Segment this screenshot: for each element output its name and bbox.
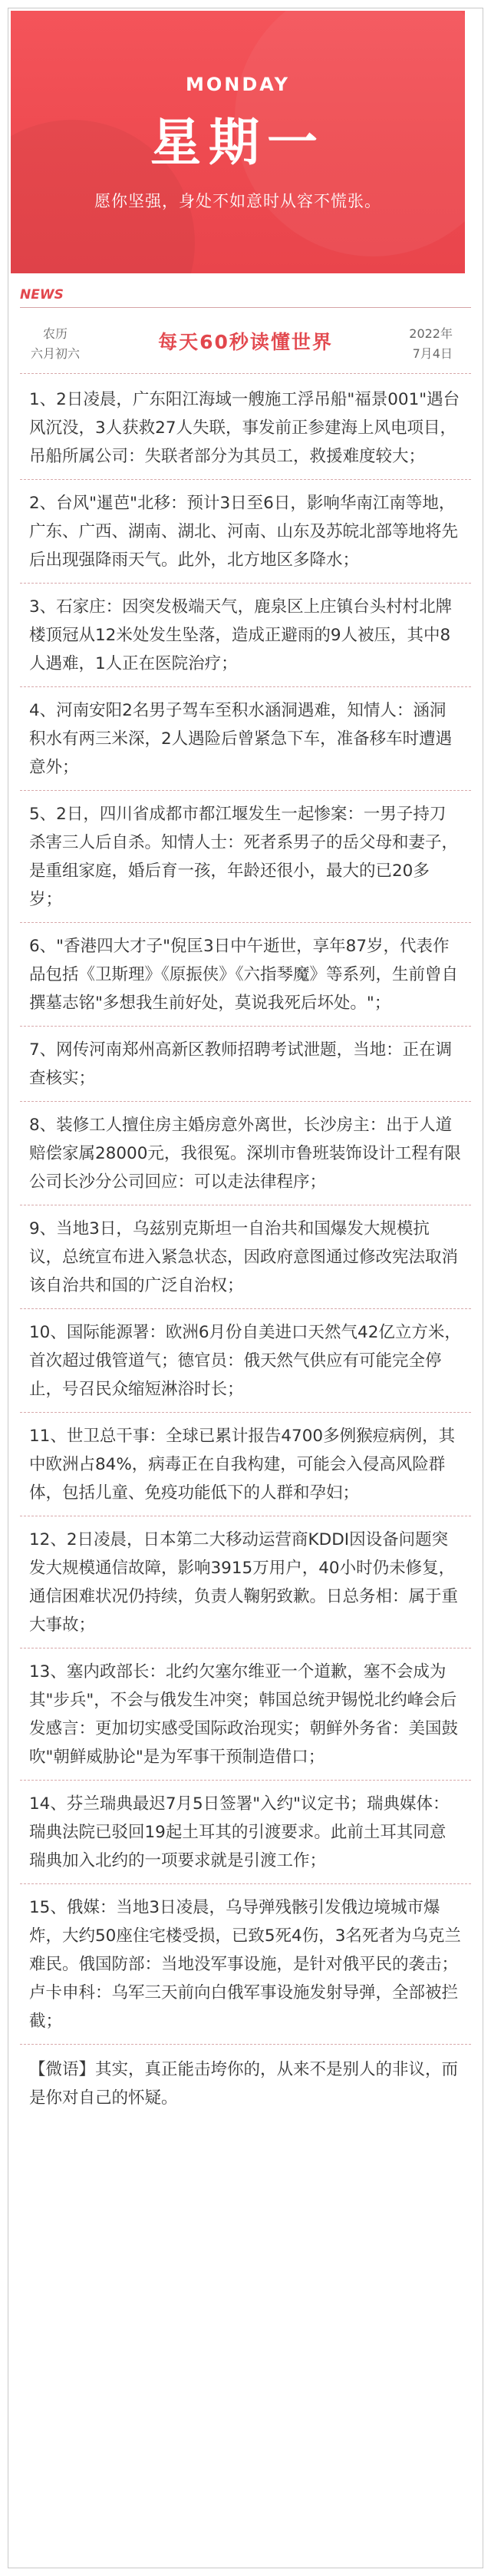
divider [20,790,471,791]
news-item: 8、装修工人擅住房主婚房意外离世，长沙房主：出于人道赔偿家属28000元，我很冤。深圳市鲁班装饰设计工程有限公司长沙分公司回应：可以走法律程序； [29,1116,461,1192]
news-item: 15、俄媒：当地3日凌晨，乌导弹残骸引发俄边境城市爆炸，大约50座住宅楼受损，已致5死4伤，3名死者为乌克兰难民。俄国防部：当地没军事设施，是针对俄平民的袭击；卢卡申科：乌军三天前向白俄军事设施发射导弹，全部被拦截； [29,1898,461,2031]
news-item: 10、国际能源署：欧洲6月份自美进口天然气42亿立方米，首次超过俄管道气；德官员：俄天然气供应有可能完全停止，号召民众缩短淋浴时长； [29,1323,461,1399]
news-item: 9、当地3日，乌兹别克斯坦一自治共和国爆发大规模抗议，总统宣布进入紧急状态，因政府意图通过修改宪法取消该自治共和国的广泛自治权； [29,1219,459,1295]
date-month-day: 7月4日 [412,346,453,361]
news-item: 14、芬兰瑞典最迟7月5日签署"入约"议定书；瑞典媒体：瑞典法院已驳回19起土耳其的引渡要求。此前土耳其同意瑞典加入北约的一项要求就是引渡工作； [29,1794,450,1870]
news-item: 1、2日凌晨，广东阳江海域一艘施工浮吊船"福景001"遇台风沉没，3人获救27人失联，事发前正参建海上风电项目，吊船所属公司：失联者部分为其员工，救援难度较大； [29,390,460,466]
news-list [29,385,462,2121]
news-item: 2、台风"暹芭"北移：预计3日至6日，影响华南江南等地，广东、广西、湖南、湖北、河南、山东及苏皖北部等地将先后出现强降雨天气。此外，北方地区多降水； [29,494,459,570]
news-item: 4、河南安阳2名男子驾车至积水涵洞遇难，知情人：涵洞积水有两三米深，2人遇险后曾紧急下车，准备移车时遭遇意外； [29,701,453,777]
divider [20,1412,471,1413]
divider [20,479,471,480]
news-item: 7、网传河南郑州高新区教师招聘考试泄题，当地：正在调查核实； [29,1040,453,1088]
page-title: 每天60秒读懂世界 [158,331,333,353]
news-item: 5、2日，四川省成都市都江堰发生一起惨案：一男子持刀杀害三人后自杀。知情人士：死者系男子的岳父母和妻子，是重组家庭，婚后育一孩，年龄还很小，最大的已20多岁； [29,805,459,909]
header-banner [11,11,465,273]
lunar-day: 六月初六 [31,346,81,361]
divider [20,1026,471,1027]
divider [20,686,471,687]
divider [20,922,471,923]
footer-quote: 【微语】其实，真正能击垮你的，从来不是别人的非议，而是你对自己的怀疑。 [29,2060,459,2108]
lunar-label: 农历 [43,326,68,341]
divider [20,2044,471,2045]
weekday-english: MONDAY [186,74,290,95]
news-tag: NEWS [20,287,64,303]
divider [20,373,471,374]
daily-motto: 愿你坚强，身处不如意时从容不慌张。 [94,192,381,210]
divider [20,307,471,308]
divider [20,1101,471,1102]
divider [20,583,471,584]
news-item: 3、石家庄：因突发极端天气，鹿泉区上庄镇台头村村北牌楼顶冠从12米处发生坠落，造成正避雨的9人被压，其中8人遇难，1人正在医院治疗； [29,597,453,673]
news-item: 11、世卫总干事：全球已累计报告4700多例猴痘病例，其中欧洲占84%，病毒正在自我构建，可能会入侵高风险群体，包括儿童、免疫功能低下的人群和孕妇； [29,1427,456,1503]
news-item: 6、"香港四大才子"倪匡3日中午逝世，享年87岁，代表作品包括《卫斯理》《原振侠》《六指琴魔》等系列，生前曾自撰墓志铭"多想我生前好处，莫说我死后坏处。"； [29,937,459,1013]
news-item: 12、2日凌晨，日本第二大移动运营商KDDI因设备问题突发大规模通信故障，影响3915万用户，40小时仍未修复，通信困难状况仍持续，负责人鞠躬致歉。日总务相：属于重大事故； [29,1530,459,1635]
news-item: 13、塞内政部长：北约欠塞尔维亚一个道歉，塞不会成为其"步兵"，不会与俄发生冲突；韩国总统尹锡悦北约峰会后发感言：更加切实感受国际政治现实；朝鲜外务省：美国鼓吹"朝鲜威胁论"是为军事干预制造借口； [29,1662,459,1767]
date-year: 2022年 [409,326,453,341]
divider [20,1883,471,1884]
gregorian-date [409,324,453,364]
divider [20,1308,471,1309]
weekday-chinese: 星期一 [150,113,325,172]
divider [20,1780,471,1781]
